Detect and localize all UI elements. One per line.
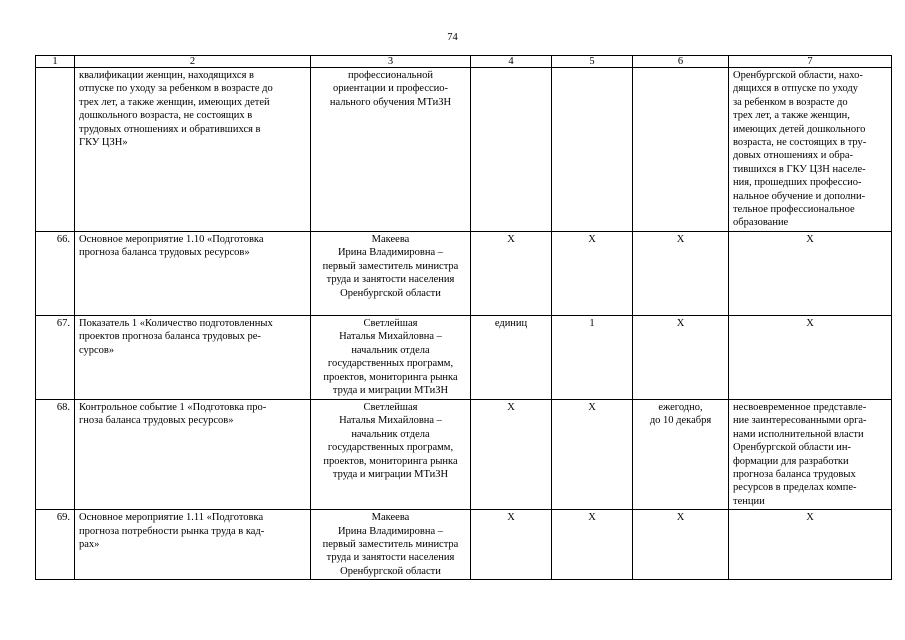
row-number-cell: [36, 231, 75, 315]
cell-line: тельное профессиональное: [733, 204, 855, 216]
cell-line: дящихся в отпуске по уходу: [733, 83, 859, 95]
page-number: 74: [447, 32, 458, 43]
column-number-3: 3: [311, 56, 471, 68]
description-cell: [75, 68, 311, 232]
description-cell: [75, 231, 311, 315]
table-row: [36, 231, 892, 315]
value-cell: [552, 315, 633, 399]
cell-text: 68.: [56, 401, 70, 413]
cell-line: Х: [676, 512, 685, 524]
row-number-cell: [36, 68, 75, 232]
unit-cell: [471, 399, 552, 509]
responsible-cell: [311, 68, 471, 232]
column-number-4: 4: [471, 56, 552, 68]
responsible-cell: [311, 510, 471, 580]
responsible-cell: [311, 399, 471, 509]
cell-line: государственных программ,: [327, 358, 454, 370]
result-cell: [729, 399, 892, 509]
cell-line: Х: [676, 233, 685, 245]
cell-line: Оренбургской области: [340, 565, 441, 577]
cell-line: тенции: [733, 495, 765, 507]
row-number-cell: [36, 315, 75, 399]
cell-line: проектов, мониторинга рынка: [323, 371, 458, 383]
cell-line: Макеева: [371, 233, 410, 245]
responsible-cell: [311, 231, 471, 315]
cell-line: ежегодно,: [658, 401, 703, 413]
cell-line: Показатель 1 «Количество подготовленных: [79, 317, 273, 329]
cell-line: имеющих детей дошкольного: [733, 123, 866, 135]
table-row: [36, 68, 892, 232]
cell-line: рах»: [79, 538, 100, 550]
deadline-cell: [633, 315, 729, 399]
column-number-row: [36, 56, 892, 68]
cell-line: отпуске по уходу за ребенком в возрасте до: [79, 83, 273, 95]
cell-line: ориентации и профессио-: [332, 83, 449, 95]
deadline-cell: [633, 68, 729, 232]
row-number-cell: [36, 399, 75, 509]
cell-line: Оренбургской области ин-: [733, 442, 852, 454]
cell-line: за ребенком в возрасте до: [733, 96, 848, 108]
cell-line: Оренбургской области: [340, 287, 441, 299]
cell-line: Ирина Владимировна –: [337, 247, 444, 259]
cell-line: Оренбургской области, нахо-: [733, 70, 863, 81]
cell-line: до 10 декабря: [649, 415, 712, 427]
unit-cell: [471, 68, 552, 232]
cell-line: прогноза баланса трудовых: [733, 468, 856, 480]
cell-line: Наталья Михайловна –: [339, 331, 442, 343]
cell-text: единиц: [494, 317, 528, 329]
cell-line: Х: [806, 233, 814, 245]
cell-line: трех лет, а также женщин,: [733, 110, 850, 122]
cell-text: Х: [507, 401, 515, 413]
result-cell: [729, 510, 892, 580]
cell-line: Светлейшая: [363, 401, 418, 413]
cell-line: Х: [676, 317, 685, 329]
cell-line: квалификации женщин, находящихся в: [79, 70, 254, 81]
cell-line: дошкольного возраста, не состоящих в: [79, 110, 253, 122]
table-body: [36, 68, 892, 580]
cell-line: возраста, не состоящих в тру-: [733, 137, 867, 149]
column-number-6: 6: [633, 56, 729, 68]
cell-text: 67.: [56, 317, 70, 329]
description-cell: [75, 399, 311, 509]
cell-line: трех лет, а также женщин, имеющих детей: [79, 96, 270, 108]
cell-line: нами исполнительной власти: [733, 428, 864, 440]
cell-text: Х: [588, 233, 596, 245]
cell-line: начальник отдела: [351, 428, 430, 440]
deadline-cell: [633, 510, 729, 580]
cell-line: Х: [806, 317, 814, 329]
cell-line: Х: [806, 512, 814, 524]
cell-line: гноза баланса трудовых ресурсов»: [79, 415, 234, 427]
cell-text: Х: [507, 512, 515, 524]
cell-line: Наталья Михайловна –: [339, 415, 442, 427]
value-cell: [552, 231, 633, 315]
deadline-cell: [633, 231, 729, 315]
cell-line: проектов, мониторинга рынка: [323, 455, 458, 467]
row-number-cell: [36, 510, 75, 580]
cell-line: труда и занятости населения: [326, 274, 455, 286]
cell-line: прогноза баланса трудовых ресурсов»: [79, 247, 250, 259]
result-cell: [729, 68, 892, 232]
cell-line: проектов прогноза баланса трудовых ре-: [79, 331, 261, 343]
cell-text: Х: [588, 401, 596, 413]
cell-line: тившихся в ГКУ ЦЗН населе-: [733, 163, 866, 175]
column-number-5: 5: [552, 56, 633, 68]
cell-line: труда и занятости населения: [326, 552, 455, 564]
program-table: [35, 55, 892, 580]
cell-text: Х: [507, 233, 515, 245]
cell-line: нальное обучение и дополни-: [733, 190, 866, 202]
cell-line: довых отношениях и обра-: [733, 150, 853, 162]
cell-line: Макеева: [371, 512, 410, 524]
cell-line: труда и миграции МТиЗН: [332, 468, 449, 480]
value-cell: [552, 68, 633, 232]
description-cell: [75, 510, 311, 580]
cell-line: Основное мероприятие 1.10 «Подготовка: [79, 233, 264, 245]
unit-cell: [471, 231, 552, 315]
value-cell: [552, 399, 633, 509]
cell-line: ния, прошедших профессио-: [733, 177, 862, 189]
responsible-cell: [311, 315, 471, 399]
cell-line: ресурсов в пределах компе-: [733, 482, 857, 494]
table-row: [36, 510, 892, 580]
cell-line: ние заинтересованными орга-: [733, 415, 867, 427]
cell-text: 66.: [56, 233, 70, 245]
cell-text: 69.: [56, 512, 70, 524]
column-number-1: 1: [36, 56, 75, 68]
cell-text: Х: [588, 512, 596, 524]
cell-line: Светлейшая: [363, 317, 418, 329]
cell-line: Контрольное событие 1 «Подготовка про-: [79, 401, 267, 413]
cell-text: 1: [589, 317, 595, 329]
cell-line: формации для разработки: [733, 455, 849, 467]
cell-line: трудовых отношениях и обратившихся в: [79, 123, 261, 135]
column-number-2: 2: [75, 56, 311, 68]
cell-line: первый заместитель министра: [322, 538, 459, 550]
unit-cell: [471, 510, 552, 580]
cell-line: прогноза потребности рынка труда в кад-: [79, 525, 265, 537]
cell-line: нального обучения МТиЗН: [329, 96, 452, 108]
result-cell: [729, 315, 892, 399]
cell-line: начальник отдела: [351, 344, 430, 356]
deadline-cell: [633, 399, 729, 509]
cell-line: труда и миграции МТиЗН: [332, 384, 449, 396]
cell-line: государственных программ,: [327, 442, 454, 454]
cell-line: Основное мероприятие 1.11 «Подготовка: [79, 512, 264, 524]
result-cell: [729, 231, 892, 315]
cell-line: первый заместитель министра: [322, 260, 459, 272]
column-number-7: 7: [729, 56, 892, 68]
cell-line: несвоевременное представле-: [733, 401, 867, 413]
unit-cell: [471, 315, 552, 399]
value-cell: [552, 510, 633, 580]
cell-line: профессиональной: [348, 70, 433, 81]
cell-line: сурсов»: [79, 344, 115, 356]
cell-line: образование: [733, 217, 789, 229]
description-cell: [75, 315, 311, 399]
cell-line: ГКУ ЦЗН»: [79, 137, 128, 149]
table-row: [36, 315, 892, 399]
table-row: [36, 399, 892, 509]
cell-line: Ирина Владимировна –: [337, 525, 444, 537]
